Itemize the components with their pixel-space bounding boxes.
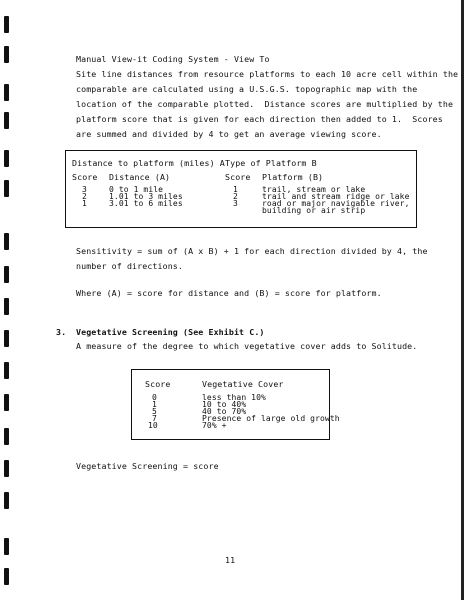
binder-hole [4,568,9,585]
document-title: Manual View-it Coding System - View To [76,54,270,64]
distance-label: 0 to 1 mile [109,185,164,194]
binder-hole [4,394,9,411]
binder-hole [4,428,9,445]
veg-score: 0 [152,393,157,402]
sensitivity-line: number of directions. [76,261,183,271]
platform-label: building or air strip [262,206,366,215]
page-number: 11 [225,555,236,565]
binder-hole [4,460,9,477]
intro-line: are summed and divided by 4 to get an average viewing score. [76,129,382,139]
distance-score-header: Score [72,172,98,182]
intro-line: comparable are calculated using a U.S.G.S. topographic map with the [76,84,418,94]
veg-label: 10 to 40% [202,400,247,409]
platform-score: 2 [233,192,238,201]
distance-score: 2 [82,192,87,201]
intro-line: location of the comparable plotted. Distance scores are multiplied by the [76,99,454,109]
platform-label: road or major navigable river, [262,199,410,208]
veg-label: Presence of large old growth [202,414,340,423]
binder-hole [4,16,9,33]
binder-hole [4,266,9,283]
distance-score: 1 [82,199,87,208]
binder-hole [4,233,9,250]
section-number: 3. [56,327,67,337]
platform-label: trail, stream or lake [262,185,366,194]
distance-score: 3 [82,185,87,194]
binder-holes [4,8,12,593]
veg-score: 5 [152,407,157,416]
binder-hole [4,362,9,379]
intro-line: platform score that is given for each direction then added to 1. Scores [76,114,443,124]
sensitivity-line: Sensitivity = sum of (A x B) + 1 for each direction divided by 4, the [76,246,428,256]
binder-hole [4,330,9,347]
intro-line: Site line distances from resource platforms to each 10 acre cell within the [76,69,459,79]
veg-score-header: Score [145,379,171,389]
binder-hole [4,46,9,63]
platform-score: 3 [233,199,238,208]
platform-score-header: Score [225,172,251,182]
veg-label: 70% + [202,421,227,430]
distance-label: 1.01 to 3 miles [109,192,183,201]
platform-table-heading: Type of Platform B [225,158,317,168]
veg-score: 1 [152,400,157,409]
platform-score: 1 [233,185,238,194]
binder-hole [4,150,9,167]
veg-formula: Vegetative Screening = score [76,461,219,471]
binder-hole [4,492,9,509]
platform-label-header: Platform (B) [262,172,324,182]
veg-score: 10 [148,421,158,430]
veg-label: less than 10% [202,393,266,402]
veg-label: 40 to 70% [202,407,247,416]
section-description: A measure of the degree to which vegetative cover adds to Solitude. [76,341,418,351]
binder-hole [4,538,9,555]
binder-hole [4,84,9,101]
binder-hole [4,298,9,315]
binder-hole [4,112,9,129]
section-heading: Vegetative Screening (See Exhibit C.) [76,327,265,337]
distance-table-heading: Distance to platform (miles) A [72,158,225,168]
veg-score: 7 [152,414,157,423]
distance-label-header: Distance (A) [109,172,171,182]
where-line: Where (A) = score for distance and (B) = score for platform. [76,288,382,298]
binder-hole [4,180,9,197]
veg-label-header: Vegetative Cover [202,379,284,389]
distance-label: 3.01 to 6 miles [109,199,183,208]
platform-label: trail and stream ridge or lake [262,192,410,201]
